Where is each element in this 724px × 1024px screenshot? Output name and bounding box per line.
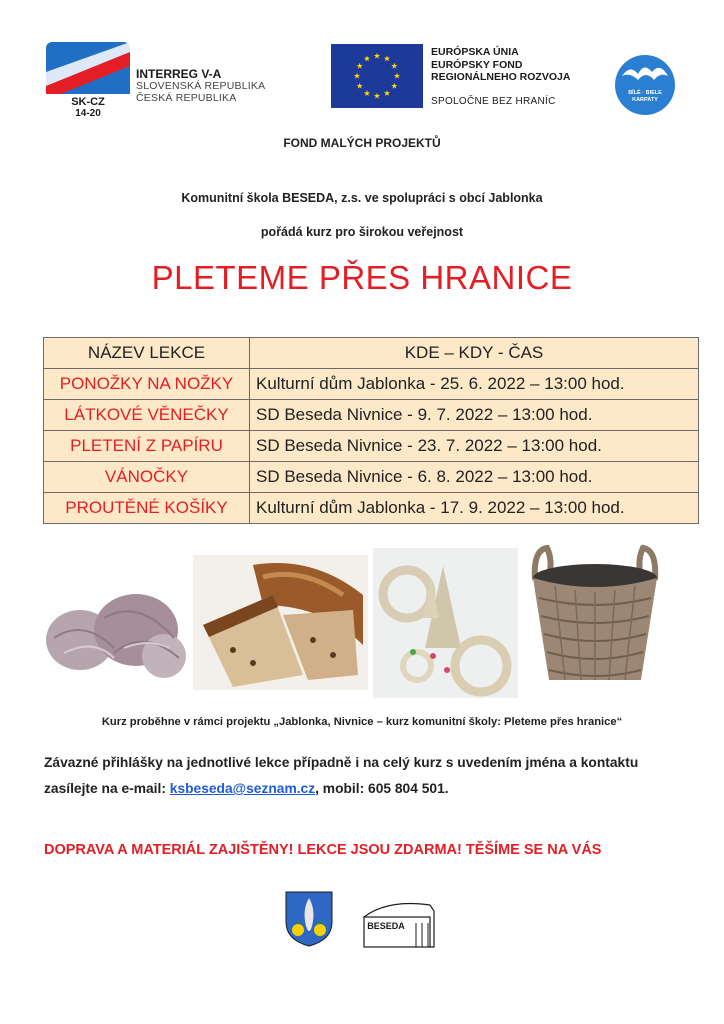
beseda-logo-label: BESEDA xyxy=(367,921,405,931)
interreg-mark-icon xyxy=(46,42,130,118)
vanocka-bread-photo xyxy=(193,555,368,690)
lesson-where-when: Kulturní dům Jablonka - 25. 6. 2022 – 13:00 hod. xyxy=(250,369,699,400)
interreg-line2: SLOVENSKÁ REPUBLIKA xyxy=(136,80,266,92)
karpaty-line2: KARPATY xyxy=(632,97,658,103)
signup-text-before: Závazné přihlášky na jednotlivé lekce případně i na celý kurz s uvedením jména a kontaktu zasílejte na e-mail: xyxy=(44,755,639,796)
table-row xyxy=(44,369,699,400)
eu-line2: EURÓPSKY FOND xyxy=(431,58,523,71)
eu-text xyxy=(431,46,570,84)
interreg-badge-bottom: 14-20 xyxy=(75,108,101,118)
interreg-line3: ČESKÁ REPUBLIKA xyxy=(136,92,237,104)
project-note: Kurz proběhne v rámci projektu „Jablonka, Nivnice – kurz komunitní školy: Pleteme přes hranice“ xyxy=(101,716,623,728)
schedule-table xyxy=(43,337,699,524)
eu-logo xyxy=(331,44,611,114)
table-row xyxy=(44,400,699,431)
lesson-name: VÁNOČKY xyxy=(44,462,250,493)
biele-karpaty-logo-icon xyxy=(614,54,676,116)
table-header-row xyxy=(44,338,699,369)
interreg-line1: INTERREG V-A xyxy=(136,67,222,81)
lesson-name: PONOŽKY NA NOŽKY xyxy=(44,369,250,400)
table-row xyxy=(44,493,699,524)
yarn-photo xyxy=(44,558,186,688)
free-lessons-banner: DOPRAVA A MATERIÁL ZAJIŠTĚNY! LEKCE JSOU ZDARMA! TĚŠÍME SE NA VÁS xyxy=(44,842,602,858)
interreg-logo xyxy=(46,42,296,118)
lesson-where-when: Kulturní dům Jablonka - 17. 9. 2022 – 13:00 hod. xyxy=(250,493,699,524)
beseda-logo-icon xyxy=(360,893,438,953)
lesson-name: PLETENÍ Z PAPÍRU xyxy=(44,431,250,462)
header-where-when: KDE – KDY - ČAS xyxy=(250,338,699,369)
jablonka-coat-of-arms-icon xyxy=(284,890,334,948)
lesson-name: LÁTKOVÉ VĚNEČKY xyxy=(44,400,250,431)
main-title: PLETEME PŘES HRANICE xyxy=(151,259,573,296)
eu-flag-icon xyxy=(331,44,423,108)
interreg-badge-top: SK-CZ xyxy=(71,96,105,108)
lesson-where-when: SD Beseda Nivnice - 9. 7. 2022 – 13:00 hod. xyxy=(250,400,699,431)
fund-title: FOND MALÝCH PROJEKTŮ xyxy=(283,136,441,150)
table-row xyxy=(44,462,699,493)
header-lesson-name: NÁZEV LEKCE xyxy=(44,338,250,369)
lesson-name: PROUTĚNÉ KOŠÍKY xyxy=(44,493,250,524)
eu-line3: REGIONÁLNEHO ROZVOJA xyxy=(431,71,571,83)
lesson-where-when: SD Beseda Nivnice - 6. 8. 2022 – 13:00 hod. xyxy=(250,462,699,493)
table-row xyxy=(44,431,699,462)
karpaty-line1: BÍLÉ · BIELE xyxy=(628,90,662,96)
organizer-line: Komunitní škola BESEDA, z.s. ve spolupráci s obcí Jablonka xyxy=(181,191,543,205)
eu-line1: EURÓPSKA ÚNIA xyxy=(431,46,519,58)
paper-weaving-photo xyxy=(373,548,518,698)
organizer-line-2: pořádá kurz pro širokou veřejnost xyxy=(260,225,464,239)
signup-text-after: , mobil: 605 804 501. xyxy=(315,781,449,796)
eu-tagline: SPOLOČNE BEZ HRANÍC xyxy=(431,96,556,107)
lesson-where-when: SD Beseda Nivnice - 23. 7. 2022 – 13:00 hod. xyxy=(250,431,699,462)
email-link[interactable]: ksbeseda@seznam.cz xyxy=(169,781,316,796)
interreg-text xyxy=(136,68,265,104)
wicker-basket-photo xyxy=(525,540,665,688)
signup-paragraph xyxy=(44,750,684,802)
